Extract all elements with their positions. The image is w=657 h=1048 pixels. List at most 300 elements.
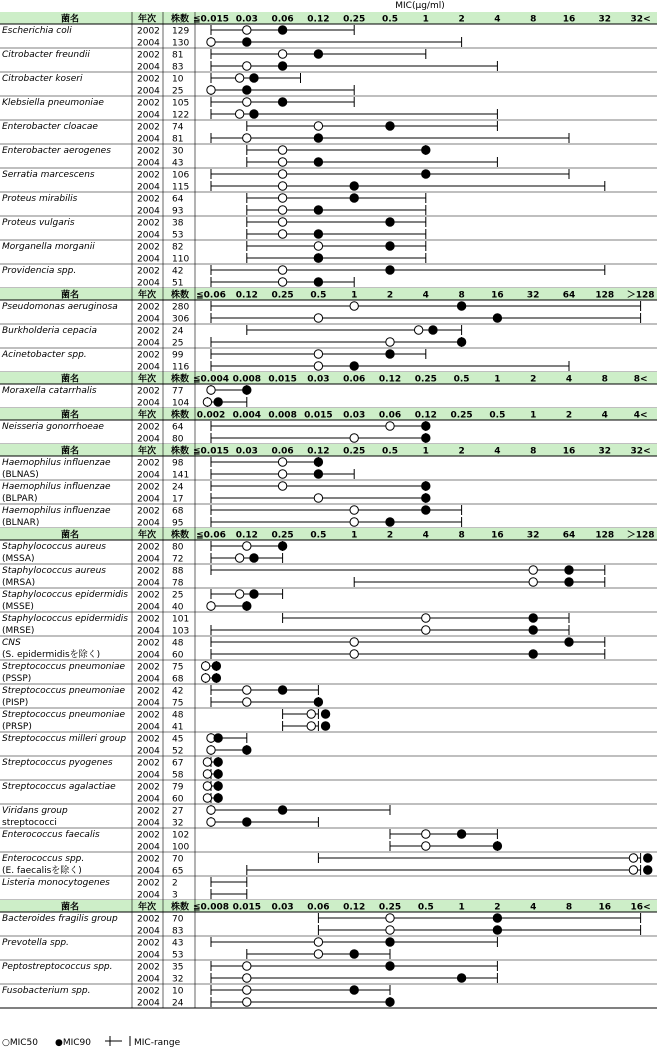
count-label: 83	[172, 926, 184, 937]
tick-label: 2	[386, 290, 394, 301]
year-label: 2002	[137, 806, 160, 817]
mic90-point	[243, 386, 251, 394]
year-label: 2002	[137, 614, 160, 625]
count-label: 65	[172, 866, 184, 877]
mic90-point	[250, 110, 258, 118]
count-label: 122	[172, 110, 190, 121]
year-label: 2002	[137, 830, 160, 841]
mic50-point	[203, 782, 211, 790]
tick-label: 0.06	[271, 446, 294, 457]
organism-name: Enterobacter aerogenes	[2, 146, 111, 156]
mic90-point	[314, 158, 322, 166]
count-label: 53	[172, 230, 184, 241]
mic90-point	[314, 206, 322, 214]
mic50-point	[314, 938, 322, 946]
year-label: 2004	[137, 602, 160, 613]
mic50-point	[243, 986, 251, 994]
mic90-point	[278, 542, 286, 550]
year-label: 2004	[137, 794, 160, 805]
count-label: 77	[172, 386, 184, 397]
tick-label: 2	[494, 902, 501, 913]
mic90-point	[493, 314, 501, 322]
year-label: 2002	[137, 542, 160, 553]
year-label: 2002	[137, 734, 160, 745]
count-label: 102	[172, 830, 190, 841]
tick-label: 2	[458, 14, 465, 25]
mic90-point	[386, 962, 394, 970]
organism-name: Proteus mirabilis	[2, 194, 78, 204]
mic50-point	[278, 230, 286, 238]
mic50-point	[207, 86, 215, 94]
mic50-point	[350, 506, 358, 514]
mic50-point	[314, 494, 322, 502]
count-label: 68	[172, 674, 184, 685]
organism-name: Serratia marcescens	[2, 170, 95, 180]
mic50-point	[243, 998, 251, 1006]
organism-name: Providencia spp.	[2, 266, 77, 276]
mic50-point	[350, 638, 358, 646]
year-label: 2004	[137, 110, 160, 121]
count-label: 280	[172, 302, 190, 313]
mic90-point	[386, 242, 394, 250]
year-label: 2004	[137, 842, 160, 853]
year-label: 2002	[137, 422, 160, 433]
tick-label: ≦0.06	[196, 530, 226, 541]
mic50-point	[386, 338, 394, 346]
mic90-point	[321, 710, 329, 718]
mic50-point	[314, 350, 322, 358]
year-label: 2004	[137, 206, 160, 217]
mic90-point	[278, 686, 286, 694]
header-name: 菌名	[60, 410, 80, 421]
mic50-point	[422, 614, 430, 622]
tick-label: 2	[565, 410, 573, 421]
count-label: 70	[172, 854, 184, 865]
year-label: 2004	[137, 338, 160, 349]
count-label: 43	[172, 158, 184, 169]
tick-label: 0.06	[343, 374, 366, 385]
tick-label: 2	[458, 446, 465, 457]
year-label: 2004	[137, 62, 160, 73]
legend-mic50: ○MIC50	[2, 1038, 39, 1048]
organism-name: Staphylococcus aureus	[2, 542, 106, 552]
tick-label: 1	[351, 290, 358, 301]
tick-label: 0.5	[453, 374, 470, 385]
year-label: 2002	[137, 350, 160, 361]
count-label: 100	[172, 842, 190, 853]
year-label: 2002	[137, 914, 160, 925]
mic50-point	[314, 242, 322, 250]
count-label: 78	[172, 578, 184, 589]
mic50-point	[278, 266, 286, 274]
tick-label: 64	[562, 290, 576, 301]
tick-label: 8<	[633, 374, 648, 385]
mic90-point	[250, 74, 258, 82]
mic50-point	[278, 218, 286, 226]
mic90-point	[278, 806, 286, 814]
organism-subname: (MRSE)	[2, 626, 35, 636]
count-label: 60	[172, 650, 184, 661]
organism-name: Listeria monocytogenes	[2, 878, 110, 888]
mic90-point	[314, 50, 322, 58]
organism-name: CNS	[2, 638, 21, 648]
mic90-point	[250, 590, 258, 598]
mic90-point	[386, 218, 394, 226]
year-label: 2004	[137, 554, 160, 565]
count-label: 115	[172, 182, 190, 193]
year-label: 2004	[137, 86, 160, 97]
mic50-point	[278, 470, 286, 478]
tick-label: ≦0.008	[192, 902, 230, 913]
count-label: 10	[172, 74, 184, 85]
mic50-point	[278, 50, 286, 58]
legend	[2, 1036, 181, 1048]
organism-name: Moraxella catarrhalis	[2, 386, 97, 396]
mic50-point	[350, 650, 358, 658]
count-label: 10	[172, 986, 184, 997]
tick-label: 0.25	[343, 14, 366, 25]
tick-label: 0.008	[268, 410, 297, 421]
organism-name: Streptococcus agalactiae	[2, 782, 116, 792]
year-label: 2004	[137, 470, 160, 481]
mic90-point	[214, 734, 222, 742]
mic50-point	[422, 842, 430, 850]
year-label: 2004	[137, 818, 160, 829]
tick-label: 0.12	[343, 902, 366, 913]
tick-label: 2	[386, 530, 394, 541]
count-label: 48	[172, 710, 184, 721]
tick-label: 0.03	[271, 902, 294, 913]
year-label: 2004	[137, 770, 160, 781]
mic50-point	[243, 962, 251, 970]
tick-label: 0.12	[235, 290, 258, 301]
organism-name: Escherichia coli	[2, 26, 72, 36]
tick-label: 4<	[633, 410, 648, 421]
year-label: 2002	[137, 962, 160, 973]
organism-name: Citrobacter koseri	[2, 74, 83, 84]
year-label: 2002	[137, 710, 160, 721]
mic90-point	[350, 362, 358, 370]
mic90-point	[278, 26, 286, 34]
year-label: 2004	[137, 494, 160, 505]
organism-name: Klebsiella pneumoniae	[2, 98, 104, 108]
organism-name: Viridans group	[2, 806, 68, 816]
mic50-point	[314, 314, 322, 322]
mic90-point	[386, 518, 394, 526]
organism-name: Enterococcus spp.	[2, 854, 85, 864]
tick-label: 1	[351, 530, 358, 541]
count-label: 99	[172, 350, 184, 361]
mic90-point	[493, 914, 501, 922]
section-header-band	[0, 288, 657, 300]
count-label: 72	[172, 554, 184, 565]
tick-label: 8	[530, 14, 537, 25]
tick-label: 0.5	[310, 290, 327, 301]
organism-name: Peptostreptococcus spp.	[2, 962, 113, 972]
mic50-point	[235, 590, 243, 598]
year-label: 2004	[137, 746, 160, 757]
mic90-point	[350, 182, 358, 190]
mic50-point	[235, 554, 243, 562]
tick-label: 0.015	[232, 902, 262, 913]
year-label: 2002	[137, 662, 160, 673]
tick-label: 4	[422, 530, 429, 541]
year-label: 2004	[137, 38, 160, 49]
tick-label: 8	[530, 446, 537, 457]
mic50-point	[203, 758, 211, 766]
count-label: 98	[172, 458, 184, 469]
tick-label: 64	[562, 530, 576, 541]
mic90-point	[422, 434, 430, 442]
year-label: 2002	[137, 686, 160, 697]
tick-label: 1	[422, 446, 429, 457]
mic90-point	[386, 122, 394, 130]
tick-label: 0.5	[310, 530, 327, 541]
tick-label: ＞128	[626, 530, 655, 541]
mic50-point	[207, 806, 215, 814]
mic90-point	[386, 266, 394, 274]
mic50-point	[278, 158, 286, 166]
organism-name: Streptococcus milleri group	[2, 734, 127, 744]
count-label: 25	[172, 338, 184, 349]
organism-name: Acinetobacter spp.	[2, 350, 87, 360]
year-label: 2002	[137, 74, 160, 85]
mic50-point	[314, 950, 322, 958]
organism-subname: (MSSE)	[2, 602, 34, 612]
mic90-point	[422, 482, 430, 490]
count-label: 43	[172, 938, 184, 949]
mic90-point	[565, 578, 573, 586]
year-label: 2004	[137, 134, 160, 145]
year-label: 2004	[137, 158, 160, 169]
mic50-point	[207, 602, 215, 610]
organism-subname: (S. epidermidisを除く)	[2, 650, 101, 660]
tick-label: 32	[598, 14, 612, 25]
count-label: 32	[172, 818, 184, 829]
count-label: 129	[172, 26, 190, 37]
mic90-point	[493, 842, 501, 850]
mic90-point	[529, 626, 537, 634]
mic90-point	[243, 746, 251, 754]
year-label: 2004	[137, 674, 160, 685]
year-label: 2002	[137, 878, 160, 889]
tick-label: 0.5	[382, 446, 398, 457]
mic50-point	[350, 434, 358, 442]
count-label: 68	[172, 506, 184, 517]
tick-label: 0.06	[378, 410, 402, 421]
count-label: 130	[172, 38, 190, 49]
year-label: 2004	[137, 230, 160, 241]
count-label: 81	[172, 134, 184, 145]
mic50-point	[201, 674, 209, 682]
count-label: 74	[172, 122, 184, 133]
header-year: 年次	[137, 410, 157, 421]
mic50-point	[243, 26, 251, 34]
tick-label: 16<	[630, 902, 651, 913]
count-label: 83	[172, 62, 184, 73]
mic50-point	[307, 710, 315, 718]
organism-subname: (BLPAR)	[2, 494, 38, 504]
mic90-point	[457, 974, 465, 982]
mic50-point	[278, 458, 286, 466]
count-label: 103	[172, 626, 190, 637]
mic90-point	[529, 614, 537, 622]
organism-name: Staphylococcus aureus	[2, 566, 106, 576]
year-label: 2004	[137, 398, 160, 409]
mic90-point	[243, 818, 251, 826]
year-label: 2002	[137, 386, 160, 397]
mic90-point	[214, 398, 222, 406]
organism-name: Haemophilus influenzae	[2, 458, 111, 468]
organism-name: Staphylococcus epidermidis	[2, 590, 128, 600]
mic90-point	[212, 674, 220, 682]
mic50-point	[529, 578, 537, 586]
tick-label: 0.12	[307, 14, 330, 25]
tick-label: 1	[422, 14, 429, 25]
count-label: 79	[172, 782, 184, 793]
count-label: 17	[172, 494, 184, 505]
count-label: 104	[172, 398, 190, 409]
year-label: 2004	[137, 314, 160, 325]
tick-label: 0.004	[232, 410, 262, 421]
organism-subname: (BLNAR)	[2, 518, 40, 528]
mic50-point	[207, 746, 215, 754]
mic90-point	[214, 794, 222, 802]
count-label: 75	[172, 662, 184, 673]
mic50-point	[278, 206, 286, 214]
tick-label: 0.12	[307, 446, 330, 457]
mic50-point	[629, 854, 637, 862]
count-label: 70	[172, 914, 184, 925]
header-year: 年次	[137, 902, 157, 913]
mic50-point	[278, 182, 286, 190]
tick-label: 128	[595, 290, 615, 301]
mic50-point	[278, 194, 286, 202]
count-label: 58	[172, 770, 184, 781]
mic90-point	[243, 602, 251, 610]
year-label: 2002	[137, 782, 160, 793]
header-year: 年次	[137, 374, 157, 385]
tick-label: 0.008	[232, 374, 262, 385]
count-label: 88	[172, 566, 184, 577]
tick-label: 0.06	[307, 902, 330, 913]
header-name: 菌名	[60, 530, 80, 541]
organism-name: Enterobacter cloacae	[2, 122, 98, 132]
year-label: 2002	[137, 146, 160, 157]
year-label: 2002	[137, 266, 160, 277]
mic90-point	[350, 986, 358, 994]
mic90-point	[243, 86, 251, 94]
year-label: 2004	[137, 254, 160, 265]
mic90-point	[214, 770, 222, 778]
organism-name: Streptococcus pneumoniae	[2, 686, 126, 696]
organism-name: Proteus vulgaris	[2, 218, 75, 228]
tick-label: 0.25	[271, 530, 294, 541]
tick-label: 8	[458, 290, 465, 301]
organism-name: Haemophilus influenzae	[2, 506, 111, 516]
mic90-point	[278, 62, 286, 70]
year-label: 2004	[137, 926, 160, 937]
year-label: 2002	[137, 242, 160, 253]
mic90-point	[321, 722, 329, 730]
header-name: 菌名	[60, 902, 80, 913]
mic90-point	[644, 854, 652, 862]
tick-label: 16	[491, 530, 504, 541]
organism-name: Neisseria gonorrhoeae	[2, 422, 104, 432]
chart-title: MIC(μg/ml)	[395, 1, 445, 11]
tick-label: 4	[494, 14, 501, 25]
tick-label: 128	[595, 530, 615, 541]
mic90-point	[243, 38, 251, 46]
mic50-point	[314, 122, 322, 130]
mic50-point	[529, 566, 537, 574]
tick-label: 0.06	[271, 14, 294, 25]
mic50-point	[243, 542, 251, 550]
year-label: 2002	[137, 638, 160, 649]
count-label: 30	[172, 146, 184, 157]
mic50-point	[201, 662, 209, 670]
mic50-point	[386, 422, 394, 430]
count-label: 25	[172, 86, 184, 97]
year-label: 2002	[137, 50, 160, 61]
mic50-point	[203, 770, 211, 778]
count-label: 32	[172, 974, 184, 985]
year-label: 2002	[137, 170, 160, 181]
count-label: 110	[172, 254, 190, 265]
mic90-point	[457, 830, 465, 838]
mic50-point	[629, 866, 637, 874]
organism-name: Streptococcus pyogenes	[2, 758, 113, 768]
count-label: 306	[172, 314, 190, 325]
header-name: 菌名	[60, 290, 80, 301]
mic50-point	[314, 362, 322, 370]
count-label: 51	[172, 278, 184, 289]
count-label: 38	[172, 218, 184, 229]
year-label: 2002	[137, 218, 160, 229]
year-label: 2004	[137, 278, 160, 289]
tick-label: 0.12	[414, 410, 437, 421]
header-year: 年次	[137, 530, 157, 541]
count-label: 82	[172, 242, 184, 253]
mic50-point	[207, 386, 215, 394]
tick-label: 16	[562, 446, 576, 457]
mic90-point	[350, 950, 358, 958]
organism-subname: (BLNAS)	[2, 470, 39, 480]
tick-label: 0.12	[235, 530, 258, 541]
tick-label: 32<	[630, 14, 651, 25]
mic90-point	[314, 254, 322, 262]
mic90-point	[457, 302, 465, 310]
tick-label: ≦0.015	[192, 446, 230, 457]
count-label: 116	[172, 362, 190, 373]
header-count: 株数	[170, 446, 190, 457]
count-label: 40	[172, 602, 184, 613]
year-label: 2004	[137, 650, 160, 661]
count-label: 2	[172, 878, 178, 889]
organism-subname: (PISP)	[2, 698, 29, 708]
header-name: 菌名	[60, 374, 80, 385]
tick-label: 32	[526, 530, 540, 541]
organism-name: Fusobacterium spp.	[2, 986, 91, 996]
tick-label: 0.25	[271, 290, 294, 301]
tick-label: 32	[598, 446, 612, 457]
mic50-point	[207, 818, 215, 826]
mic90-point	[250, 554, 258, 562]
tick-label: ≦0.004	[192, 374, 230, 385]
mic90-point	[314, 458, 322, 466]
mic50-point	[386, 926, 394, 934]
mic50-point	[307, 722, 315, 730]
